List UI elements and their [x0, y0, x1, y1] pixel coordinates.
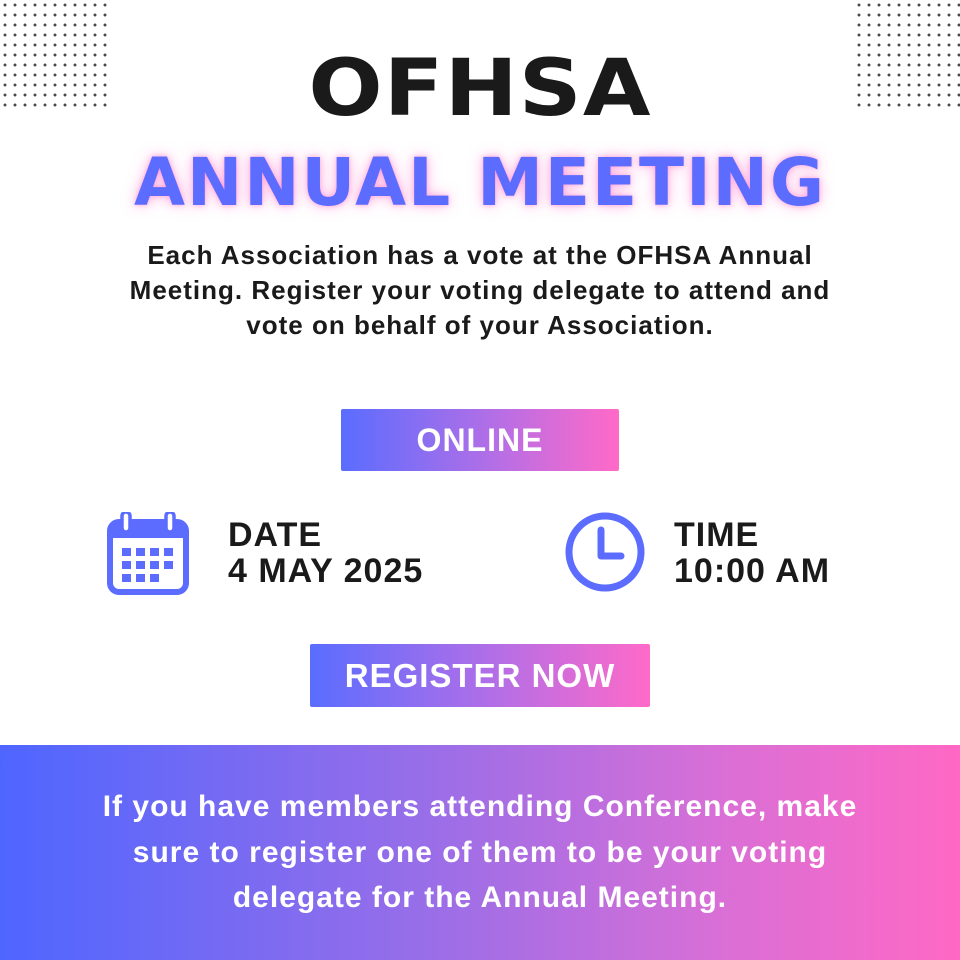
- time-value: 10:00 AM: [674, 552, 831, 590]
- time-label: TIME: [674, 516, 760, 554]
- event-time: [674, 517, 830, 589]
- calendar-icon: [106, 512, 190, 596]
- footer-banner: [0, 745, 960, 960]
- page-title: OFHSA: [308, 44, 652, 134]
- date-label: DATE: [228, 516, 323, 554]
- footer-text: If you have members attending Conference, make sure to register one of them to be your voting delegate for the Annual Meeting.: [102, 790, 858, 915]
- online-badge: ONLINE: [341, 409, 619, 471]
- page-subtitle: ANNUAL MEETING: [133, 144, 827, 221]
- intro-text: Each Association has a vote at the OFHSA Annual Meeting. Register your voting delegate to attend and vote on behalf of your Association.: [129, 240, 831, 340]
- event-date: [228, 517, 423, 589]
- clock-icon: [563, 510, 647, 594]
- register-now-button[interactable]: REGISTER NOW: [310, 644, 650, 707]
- date-value: 4 MAY 2025: [228, 552, 424, 590]
